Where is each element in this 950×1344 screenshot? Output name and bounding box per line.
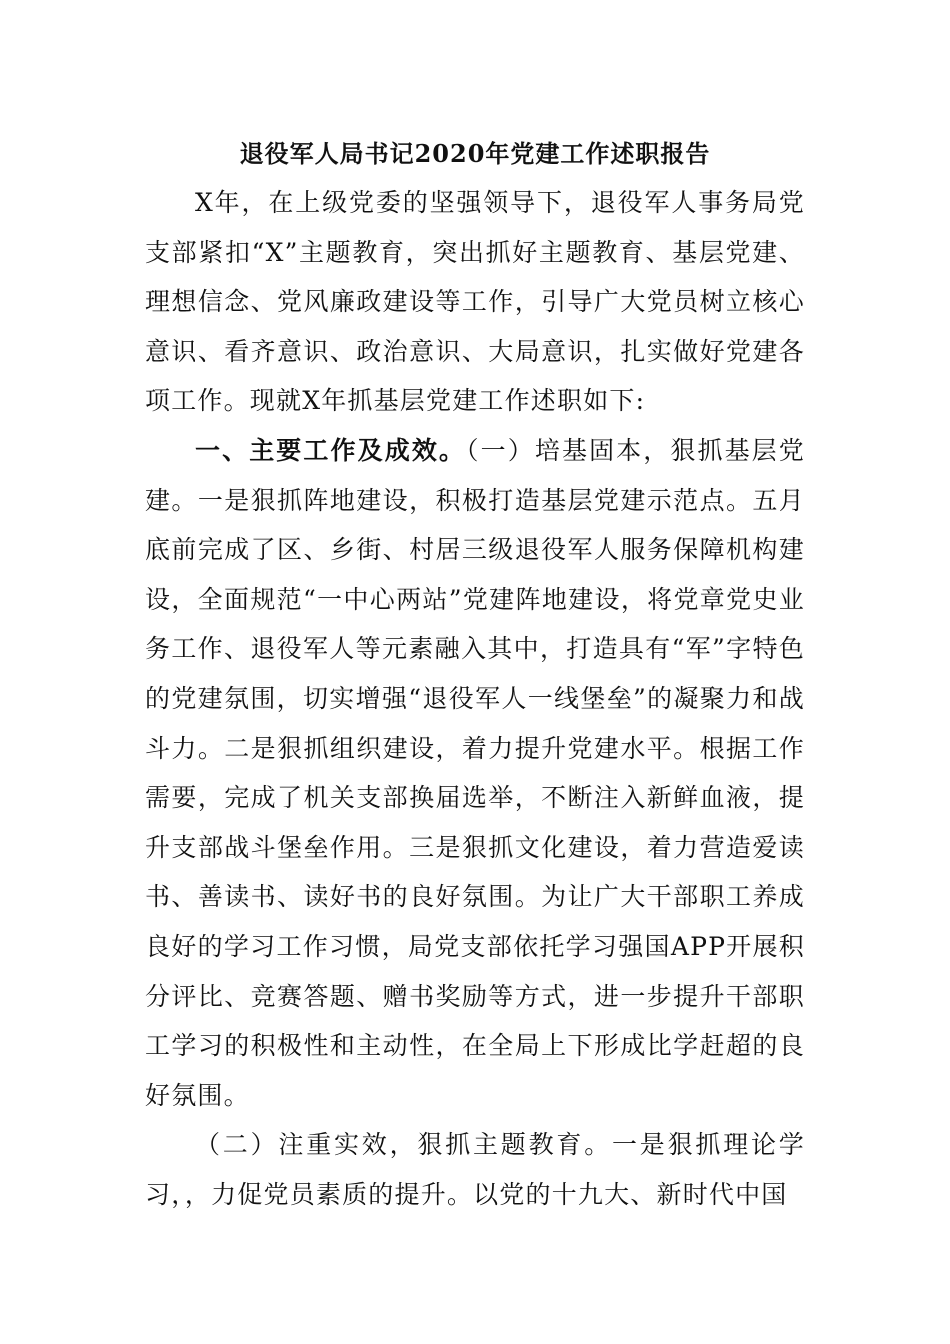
paragraph-intro — [145, 178, 805, 426]
paragraph-text: （一）培基固本，狠抓基层党建。一是狠抓阵地建设，积极打造基层党建示范点。五月底前完成了区、乡街、村居三级退役军人服务保障机构建设，全面规范“一中心两站”党建阵地建设，将党章党史业务工作、退役军人等元素融入其中，打造具有“军”字特色的党建氛围，切实增强“退役军人一线堡垒”的凝聚力和战斗力。二是狠抓组织建设，着力提升党建水平。根据工作需要，完成了机关支部换届选举，不断注入新鲜血液，提升支部战斗堡垒作用。三是狠抓文化建设，着力营造爱读书、善读书、读好书的良好氛围。为让广大干部职工养成良好的学习工作习惯，局党支部依托学习强国APP开展积分评比、竞赛答题、赠书奖励等方式，进一步提升干部职工学习的积极性和主动性，在全局上下形成比学赶超的良好氛围。 — [145, 435, 805, 1110]
paragraph-text: X年，在上级党委的坚强领导下，退役军人事务局党支部紧扣“X”主题教育，突出抓好主题教育、基层党建、理想信念、党风廉政建设等工作，引导广大党员树立核心意识、看齐意识、政治意识、大局意识，扎实做好党建各项工作。现就X年抓基层党建工作述职如下: — [145, 188, 805, 416]
paragraph-section-one — [145, 426, 805, 1120]
section-heading: 一、主要工作及成效。 — [195, 435, 467, 465]
paragraph-subsection-two — [145, 1120, 805, 1219]
document-title: 退役军人局书记2020年党建工作述职报告 — [239, 139, 711, 168]
paragraph-text: （二）注重实效，狠抓主题教育。一是狠抓理论学习，，力促党员素质的提升。以党的十九大、新时代中国 — [145, 1130, 805, 1209]
document-page — [145, 132, 805, 1219]
